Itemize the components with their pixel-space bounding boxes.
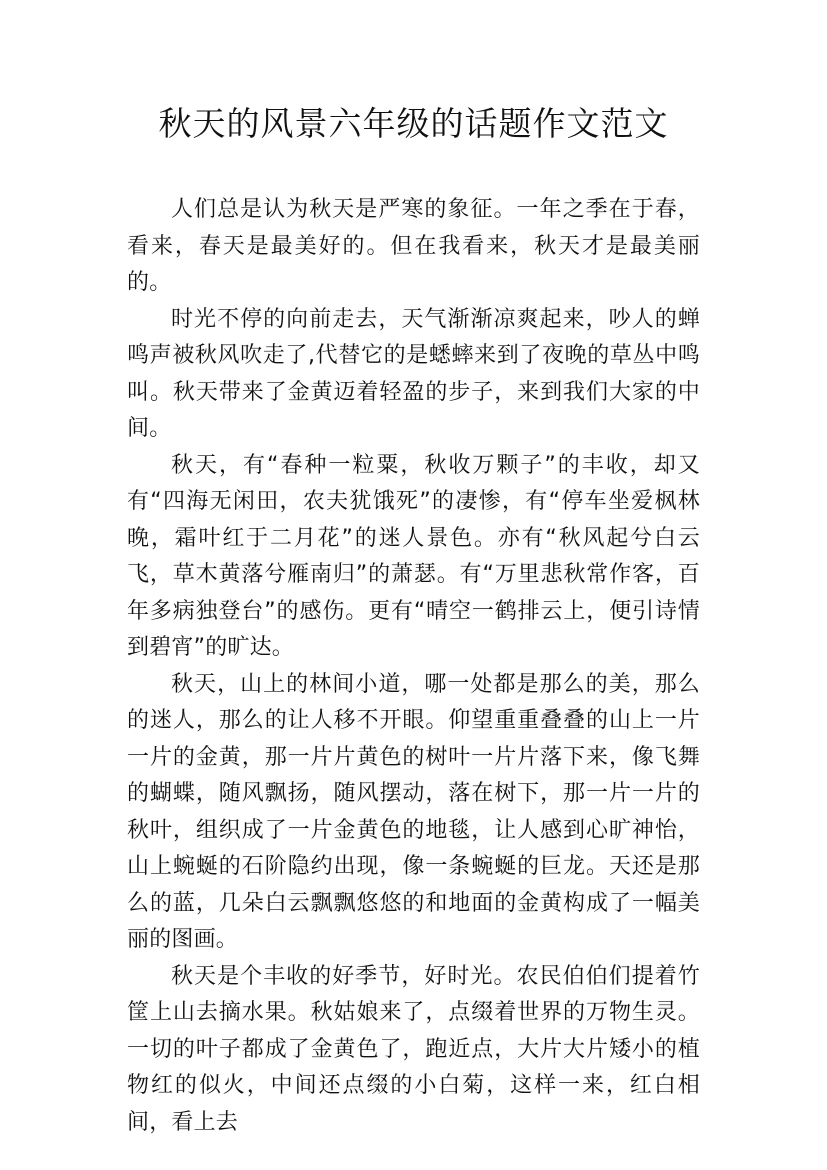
paragraph-5: 秋天是个丰收的好季节，好时光。农民伯伯们提着竹筐上山去摘水果。秋姑娘来了，点缀着世界的万物生灵。一切的叶子都成了金黄色了，跑近点，大片大片矮小的植物红的似火，中间还点缀的小白菊，这样一来，红白相间，看上去: [127, 963, 700, 1135]
paragraph-1: 人们总是认为秋天是严寒的象征。一年之季在于春，看来，春天是最美好的。但在我看来，秋天才是最美丽的。: [127, 197, 700, 295]
document-body: [127, 192, 700, 1141]
paragraph-2: 时光不停的向前走去，天气渐渐凉爽起来，吵人的蝉鸣声被秋风吹走了,代替它的是蟋蟀来到了夜晚的草丛中鸣叫。秋天带来了金黄迈着轻盈的步子，来到我们大家的中间。: [127, 306, 700, 441]
paragraph-4: 秋天，山上的林间小道，哪一处都是那么的美，那么的迷人，那么的让人移不开眼。仰望重重叠叠的山上一片一片的金黄，那一片片黄色的树叶一片片落下来，像飞舞的蝴蝶，随风飘扬，随风摆动，落在树下，那一片一片的秋叶，组织成了一片金黄色的地毯，让人感到心旷神怡，山上蜿蜒的石阶隐约出现，像一条蜿蜒的巨龙。天还是那么的蓝，几朵白云飘飘悠悠的和地面的金黄构成了一幅美丽的图画。: [127, 671, 700, 952]
paragraph-3: 秋天，有“春种一粒粟，秋收万颗子”的丰收，却又有“四海无闲田，农夫犹饿死”的凄惨，有“停车坐爱枫林晚，霜叶红于二月花”的迷人景色。亦有“秋风起兮白云飞，草木黄落兮雁南归”的萧瑟。有“万里悲秋常作客，百年多病独登台”的感伤。更有“晴空一鹤排云上，便引诗情到碧宵”的旷达。: [127, 452, 700, 660]
document-title: 秋天的风景六年级的话题作文范文: [158, 104, 669, 143]
